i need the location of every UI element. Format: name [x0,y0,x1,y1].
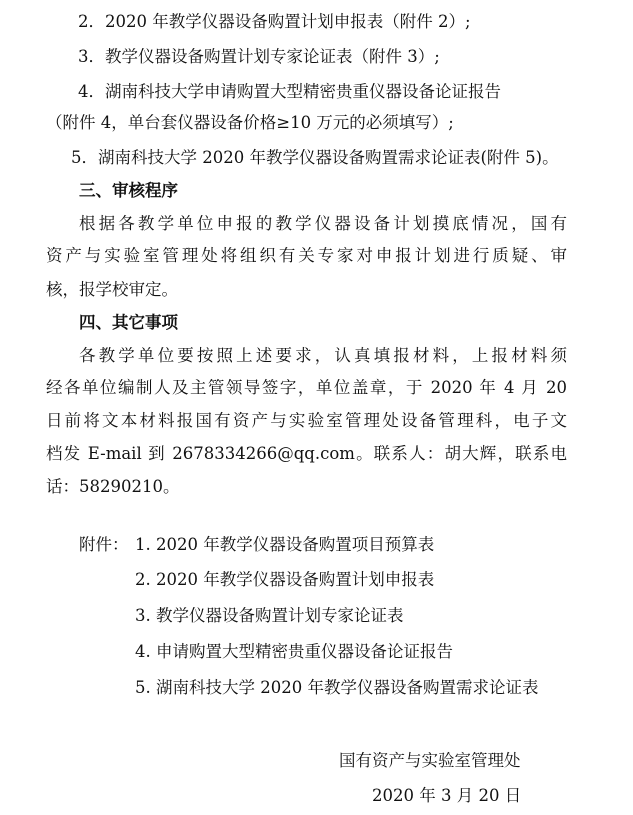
list-item-5: 5．湖南科技大学 2020 年教学仪器设备购置需求论证表(附件 5)。 [71,148,559,167]
attachment-item-3: 3. 教学仪器设备购置计划专家论证表 [135,606,404,625]
review-para-line2: 资产与实验室管理处将组织有关专家对申报计划进行质疑、审 [46,246,567,265]
review-para-line1: 根据各教学单位申报的教学仪器设备计划摸底情况，国有 [79,214,567,233]
review-para-line3: 核，报学校审定。 [46,280,178,299]
other-para-line2: 经各单位编制人及主管领导签字，单位盖章，于 2020 年 4 月 20 [46,378,567,397]
section-heading-review: 三、审核程序 [79,181,178,200]
attachment-item-4: 4. 申请购置大型精密贵重仪器设备论证报告 [135,642,453,661]
list-item-2: 2．2020 年教学仪器设备购置计划申报表（附件 2）; [78,12,471,31]
other-para-line1: 各教学单位要按照上述要求，认真填报材料，上报材料须 [79,346,567,365]
attachments-label: 附件： [79,535,129,554]
attachment-item-5: 5. 湖南科技大学 2020 年教学仪器设备购置需求论证表 [135,678,539,697]
list-item-4-line2: （附件 4，单台套仪器设备价格≥10 万元的必须填写）; [46,113,454,132]
other-para-line4: 档发 E-mail 到 2678334266@qq.com。联系人：胡大辉，联系电 [46,444,567,463]
attachment-item-1: 1. 2020 年教学仪器设备购置项目预算表 [135,535,435,554]
signature-org: 国有资产与实验室管理处 [339,751,521,770]
other-para-line3: 日前将文本材料报国有资产与实验室管理处设备管理科，电子文 [46,411,567,430]
list-item-3: 3．教学仪器设备购置计划专家论证表（附件 3）; [78,47,440,66]
signature-date: 2020 年 3 月 20 日 [372,786,522,805]
other-para-line5: 话：58290210。 [46,477,180,496]
section-heading-other: 四、其它事项 [79,313,178,332]
attachment-item-2: 2. 2020 年教学仪器设备购置计划申报表 [135,570,435,589]
list-item-4-line1: 4．湖南科技大学申请购置大型精密贵重仪器设备论证报告 [78,82,501,101]
